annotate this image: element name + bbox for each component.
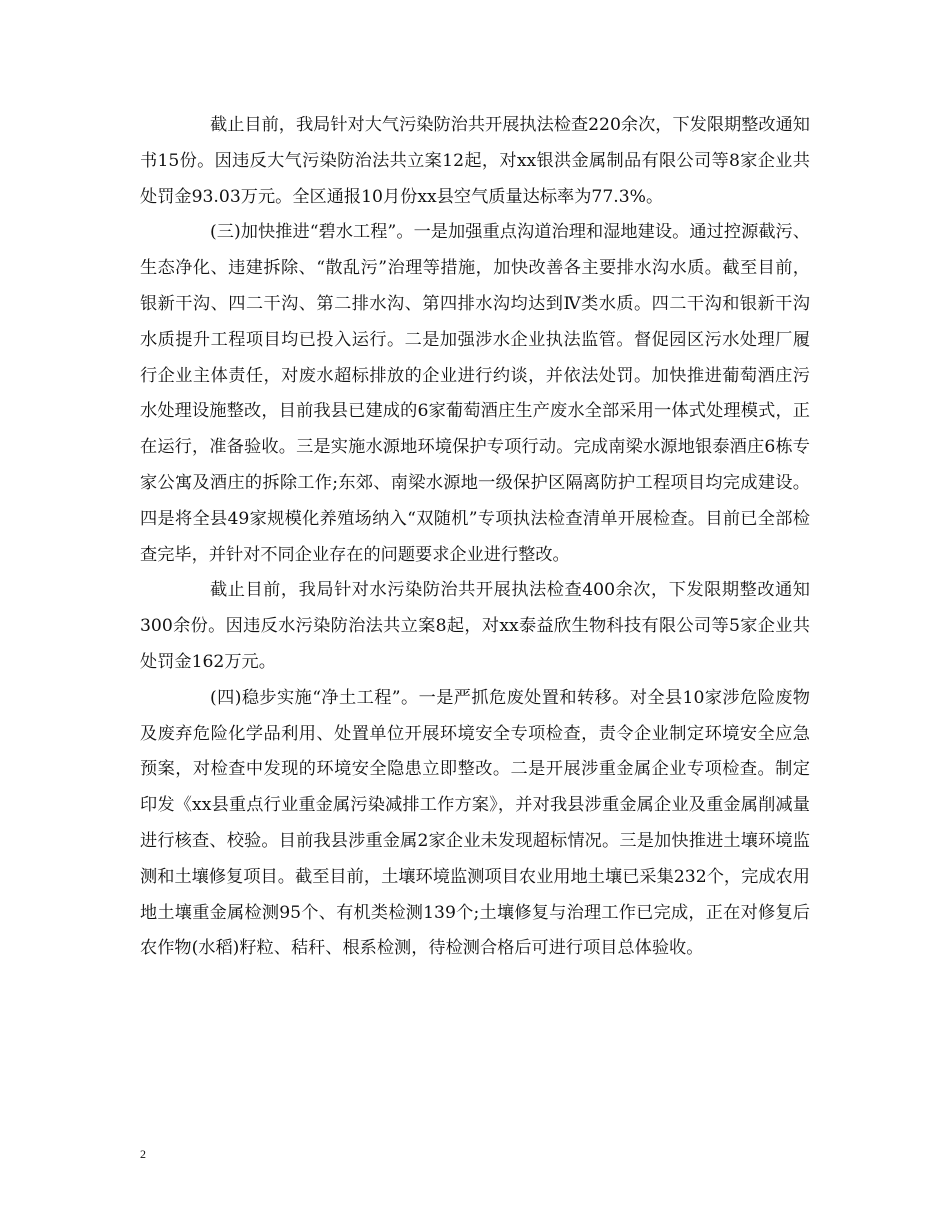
paragraph-water-enforcement: 截止目前，我局针对水污染防治共开展执法检查400余次，下发限期整改通知300余份。因违反水污染防治法共立案8起，对xx泰益欣生物科技有限公司等5家企业共处罚金162万元。 [140,580,810,672]
document-body [140,108,810,967]
paragraph-clear-water-project: (三)加快推进“碧水工程”。一是加强重点沟道治理和湿地建设。通过控源截污、生态净化、违建拆除、“散乱污”治理等措施，加快改善各主要排水沟水质。截至目前，银新干沟、四二干沟、第二排水沟、第四排水沟均达到Ⅳ类水质。四二干沟和银新干沟水质提升工程项目均已投入运行。二是加强涉水企业执法监管。督促园区污水处理厂履行企业主体责任，对废水超标排放的企业进行约谈，并依法处罚。加快推进葡萄酒庄污水处理设施整改，目前我县已建成的6家葡萄酒庄生产废水全部采用一体式处理模式，正在运行，准备验收。三是实施水源地环境保护专项行动。完成南梁水源地银泰酒庄6栋专家公寓及酒庄的拆除工作;东郊、南梁水源地一级保护区隔离防护工程项目均完成建设。四是将全县49家规模化养殖场纳入“双随机”专项执法检查清单开展检查。目前已全部检查完毕，并针对不同企业存在的问题要求企业进行整改。 [140,222,810,565]
paragraph-clean-soil-project: (四)稳步实施“净土工程”。一是严抓危废处置和转移。对全县10家涉危险废物及废弃危险化学品利用、处置单位开展环境安全专项检查，责令企业制定环境安全应急预案，对检查中发现的环境安全隐患立即整改。二是开展涉重金属企业专项检查。制定印发《xx县重点行业重金属污染减排工作方案》，并对我县涉重金属企业及重金属削减量进行核查、校验。目前我县涉重金属2家企业未发现超标情况。三是加快推进土壤环境监测和土壤修复项目。截至目前，土壤环境监测项目农业用地土壤已采集232个，完成农用地土壤重金属检测95个、有机类检测139个;土壤修复与治理工作已完成，正在对修复后农作物(水稻)籽粒、秸秆、根系检测，待检测合格后可进行项目总体验收。 [140,687,810,959]
page-number: 2 [140,1147,146,1161]
paragraph-air-enforcement: 截止目前，我局针对大气污染防治共开展执法检查220余次，下发限期整改通知书15份。因违反大气污染防治法共立案12起，对xx银洪金属制品有限公司等8家企业共处罚金93.03万元。全区通报10月份xx县空气质量达标率为77.3%。 [140,115,810,207]
